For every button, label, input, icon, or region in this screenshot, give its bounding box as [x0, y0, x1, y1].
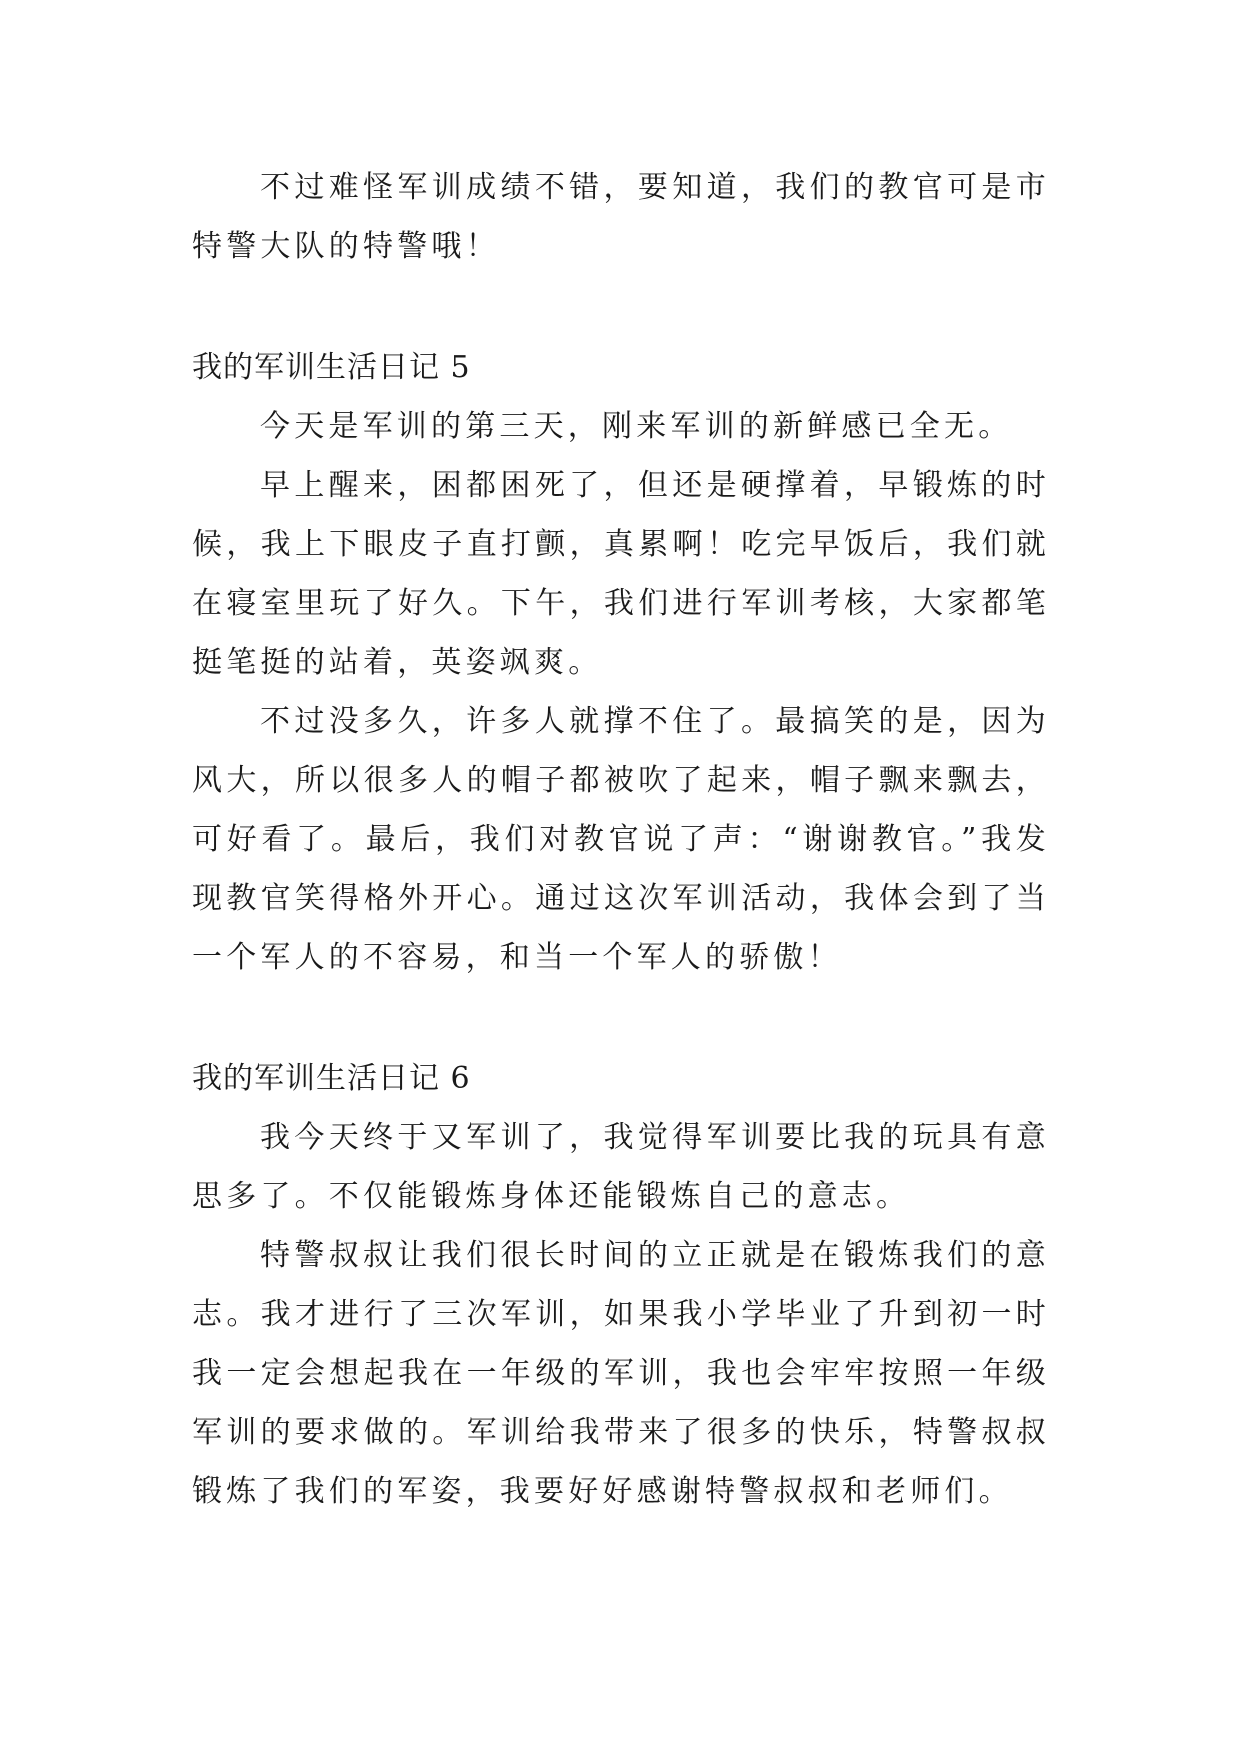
paragraph: 我今天终于又军训了，我觉得军训要比我的玩具有意思多了。不仅能锻炼身体还能锻炼自己的意志。 — [192, 1120, 1050, 1214]
section-heading: 我的军训生活日记 5 — [192, 350, 471, 385]
intro-paragraph: 不过难怪军训成绩不错，要知道，我们的教官可是市特警大队的特警哦！ — [192, 170, 1050, 264]
diary-section-5 — [192, 338, 1050, 987]
section-spacer — [192, 276, 1050, 338]
diary-section-6 — [192, 1049, 1050, 1521]
paragraph: 今天是军训的第三天，刚来军训的新鲜感已全无。 — [260, 409, 1013, 444]
section-spacer — [192, 987, 1050, 1049]
paragraph: 早上醒来，困都困死了，但还是硬撑着，早锻炼的时候，我上下眼皮子直打颤，真累啊！吃完早饭后，我们就在寝室里玩了好久。下午，我们进行军训考核，大家都笔挺笔挺的站着，英姿飒爽。 — [192, 468, 1050, 680]
document-page — [192, 158, 1050, 1521]
paragraph: 不过没多久，许多人就撑不住了。最搞笑的是，因为风大，所以很多人的帽子都被吹了起来，帽子飘来飘去，可好看了。最后，我们对教官说了声：“谢谢教官。”我发现教官笑得格外开心。通过这次军训活动，我体会到了当一个军人的不容易，和当一个军人的骄傲！ — [192, 704, 1050, 975]
section-heading: 我的军训生活日记 6 — [192, 1061, 471, 1096]
paragraph: 特警叔叔让我们很长时间的立正就是在锻炼我们的意志。我才进行了三次军训，如果我小学毕业了升到初一时我一定会想起我在一年级的军训，我也会牢牢按照一年级军训的要求做的。军训给我带来了很多的快乐，特警叔叔锻炼了我们的军姿，我要好好感谢特警叔叔和老师们。 — [192, 1238, 1050, 1509]
